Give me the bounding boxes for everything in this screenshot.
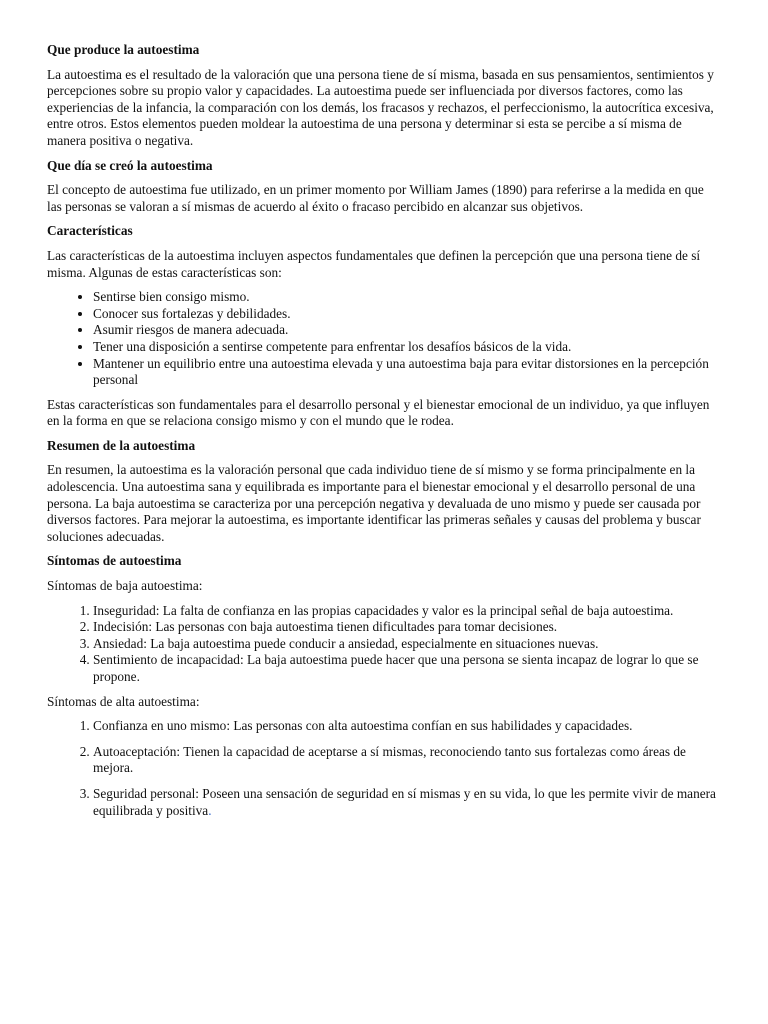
list-item: • Asumir riesgos de manera adecuada.	[93, 322, 719, 339]
section-heading: Síntomas de autoestima	[47, 553, 182, 569]
paragraph: En resumen, la autoestima es la valoración personal que cada individuo tiene de sí mismo y se forma principalmente en la adolescencia. Una autoestima sana y equilibrada es importante para el bienestar emocional y el desarrollo personal de una persona. La baja autoestima se caracteriza por una percepción negativa y devaluada de uno mismo y puede ser causada por diversos factores. Para mejorar la autoestima, es importante identificar las primeras señales y causas del problema y buscar soluciones adecuadas.	[47, 462, 701, 544]
list-item: 1. Confianza en uno mismo: Las personas con alta autoestima confían en sus habilidades y capacidades.	[93, 718, 719, 735]
list-item: • Tener una disposición a sentirse competente para enfrentar los desafíos básicos de la vida.	[93, 339, 719, 356]
list-item	[93, 786, 719, 819]
list-item: 2. Indecisión: Las personas con baja autoestima tienen dificultades para tomar decisiones.	[93, 619, 719, 636]
document-page	[47, 42, 719, 827]
trailing-link-mark[interactable]: .	[208, 802, 212, 818]
section-que-produce	[47, 42, 719, 150]
section-que-dia	[47, 158, 719, 216]
list-label: Síntomas de alta autoestima:	[47, 693, 200, 709]
numbered-list	[47, 718, 719, 819]
section-heading: Que produce la autoestima	[47, 42, 200, 57]
list-item-text: Seguridad personal: Poseen una sensación de seguridad en sí mismas y en su vida, lo que les permite vivir de manera equilibrada y positiva	[93, 785, 716, 818]
section-sintomas	[47, 553, 719, 819]
paragraph: El concepto de autoestima fue utilizado, en un primer momento por William James (1890) para referirse a la medida en que las personas se valoran a sí mismas de acuerdo al éxito o fracaso percibido en alcanzar sus objetivos.	[47, 182, 704, 214]
paragraph: La autoestima es el resultado de la valoración que una persona tiene de sí misma, basada en sus pensamientos, sentimientos y percepciones sobre su propio valor y capacidades. La autoestima puede ser influenciada por diversos factores, como las experiencias de la infancia, la comparación con los demás, los fracasos y rechazos, el perfeccionismo, la autocrítica excesiva, entre otros. Estos elementos pueden moldear la autoestima de una persona y determinar si esta se percibe a sí misma de manera positiva o negativa.	[47, 66, 714, 148]
list-item: 1. Inseguridad: La falta de confianza en las propias capacidades y valor es la principal señal de baja autoestima.	[93, 603, 719, 620]
bullet-list	[47, 289, 719, 389]
list-item: • Conocer sus fortalezas y debilidades.	[93, 306, 719, 323]
section-heading: Resumen de la autoestima	[47, 437, 196, 453]
section-resumen	[47, 438, 719, 546]
section-caracteristicas	[47, 223, 719, 430]
numbered-list	[47, 603, 719, 686]
list-item: 3. Ansiedad: La baja autoestima puede conducir a ansiedad, especialmente en situaciones nuevas.	[93, 636, 719, 653]
list-item: • Sentirse bien consigo mismo.	[93, 289, 719, 306]
list-item: 4. Sentimiento de incapacidad: La baja autoestima puede hacer que una persona se sienta incapaz de lograr lo que se propone.	[93, 652, 719, 685]
list-label: Síntomas de baja autoestima:	[47, 578, 203, 594]
list-item: • Mantener un equilibrio entre una autoestima elevada y una autoestima baja para evitar distorsiones en la percepción personal	[93, 356, 719, 389]
list-item: 2. Autoaceptación: Tienen la capacidad de aceptarse a sí mismas, reconociendo tanto sus fortalezas como áreas de mejora.	[93, 744, 719, 777]
section-heading: Que día se creó la autoestima	[47, 157, 213, 173]
section-heading: Características	[47, 223, 133, 239]
paragraph: Las características de la autoestima incluyen aspectos fundamentales que definen la percepción que una persona tiene de sí misma. Algunas de estas características son:	[47, 247, 701, 280]
paragraph: Estas características son fundamentales para el desarrollo personal y el bienestar emocional de un individuo, ya que influyen en la forma en que se relaciona consigo mismo y con el mundo que le rodea.	[47, 396, 710, 429]
